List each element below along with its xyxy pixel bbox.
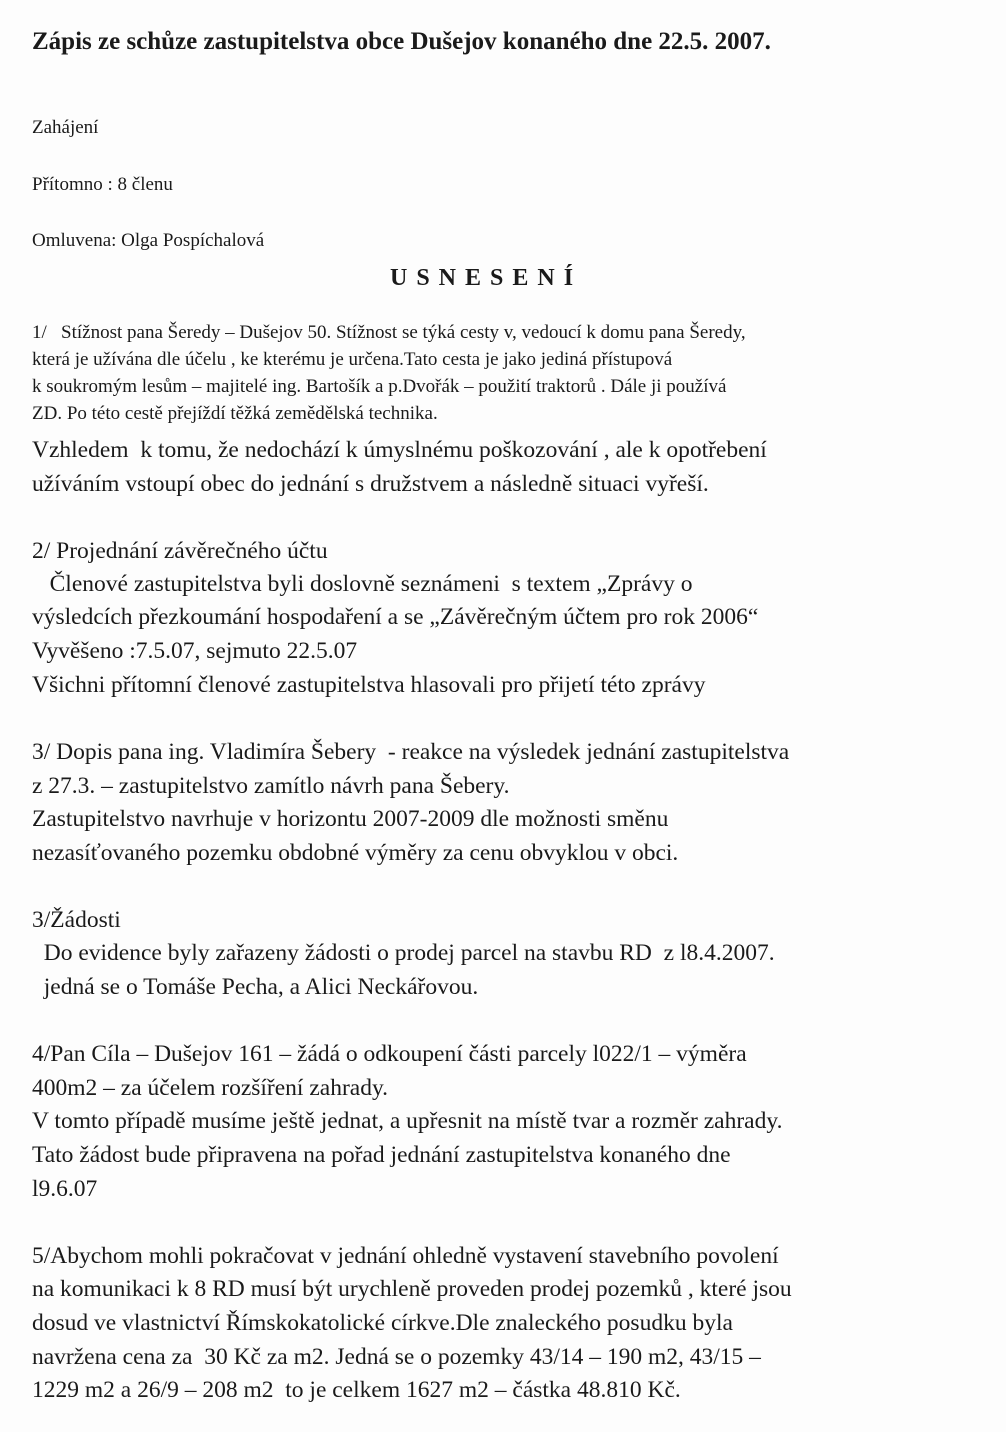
item2-line: 2/ Projednání závěrečného účtu xyxy=(32,538,328,564)
item4-line: 400m2 – za účelem rozšíření zahrady. xyxy=(32,1075,389,1101)
item2-line: výsledcích přezkoumání hospodaření a se „Závěrečným účtem pro rok 2006“ xyxy=(32,604,759,630)
item1-line: užíváním vstoupí obec do jednání s družstvem a následně situaci vyřeší. xyxy=(32,471,709,497)
item4-line: Tato žádost bude připravena na pořad jednání zastupitelstva konaného dne xyxy=(32,1142,731,1168)
item4-line: 4/Pan Cíla – Dušejov 161 – žádá o odkoupení části parcely l022/1 – výměra xyxy=(32,1041,747,1067)
item5-line: dosud ve vlastnictví Římskokatolické církve.Dle znaleckého posudku byla xyxy=(32,1310,733,1336)
opening-line: Zahájení xyxy=(32,117,99,138)
item4-line: V tomto případě musíme ještě jednat, a upřesnit na místě tvar a rozměr zahrady. xyxy=(32,1108,783,1134)
item3-line: 3/ Dopis pana ing. Vladimíra Šebery - reakce na výsledek jednání zastupitelstva xyxy=(32,739,790,765)
item2-line: Vyvěšeno :7.5.07, sejmuto 22.5.07 xyxy=(32,638,358,664)
item1-line: ZD. Po této cestě přejíždí těžká zemědělská technika. xyxy=(32,403,438,424)
item1-line: Vzhledem k tomu, že nedochází k úmyslnému poškozování , ale k opotřebení xyxy=(32,437,767,463)
item5-line: na komunikaci k 8 RD musí být urychleně proveden prodej pozemků , které jsou xyxy=(32,1276,792,1302)
item3-line: nezasíťovaného pozemku obdobné výměry za cenu obvyklou v obci. xyxy=(32,840,679,866)
item2-line: Členové zastupitelstva byli doslovně seznámeni s textem „Zprávy o xyxy=(32,571,693,597)
resolution-heading: USNESENÍ xyxy=(390,265,583,291)
item2-line: Všichni přítomní členové zastupitelstva hlasovali pro přijetí této zprávy xyxy=(32,672,706,698)
item1-line: která je užívána dle účelu , ke kterému je určena.Tato cesta je jako jediná přístupová xyxy=(32,349,673,370)
item1-line: 1/ Stížnost pana Šeredy – Dušejov 50. Stížnost se týká cesty v, vedoucí k domu pana Šeredy, xyxy=(32,322,746,343)
item3-line: z 27.3. – zastupitelstvo zamítlo návrh pana Šebery. xyxy=(32,773,510,799)
item5-line: navržena cena za 30 Kč za m2. Jedná se o pozemky 43/14 – 190 m2, 43/15 – xyxy=(32,1344,761,1370)
item3-line: Zastupitelstvo navrhuje v horizontu 2007-2009 dle možnosti směnu xyxy=(32,806,669,832)
requests-line: jedná se o Tomáše Pecha, a Alici Neckářovou. xyxy=(32,974,479,1000)
excused-line: Omluvena: Olga Pospíchalová xyxy=(32,230,265,251)
item5-line: 5/Abychom mohli pokračovat v jednání ohledně vystavení stavebního povolení xyxy=(32,1243,779,1269)
document-title: Zápis ze schůze zastupitelstva obce Dušejov konaného dne 22.5. 2007. xyxy=(32,28,771,55)
item5-line: 1229 m2 a 26/9 – 208 m2 to je celkem 1627 m2 – částka 48.810 Kč. xyxy=(32,1377,681,1403)
present-line: Přítomno : 8 členu xyxy=(32,174,173,195)
requests-line: Do evidence byly zařazeny žádosti o prodej parcel na stavbu RD z l8.4.2007. xyxy=(32,940,775,966)
item4-line: l9.6.07 xyxy=(32,1176,98,1202)
item1-line: k soukromým lesům – majitelé ing. Bartošík a p.Dvořák – použití traktorů . Dále ji používá xyxy=(32,376,727,397)
requests-line: 3/Žádosti xyxy=(32,907,121,933)
